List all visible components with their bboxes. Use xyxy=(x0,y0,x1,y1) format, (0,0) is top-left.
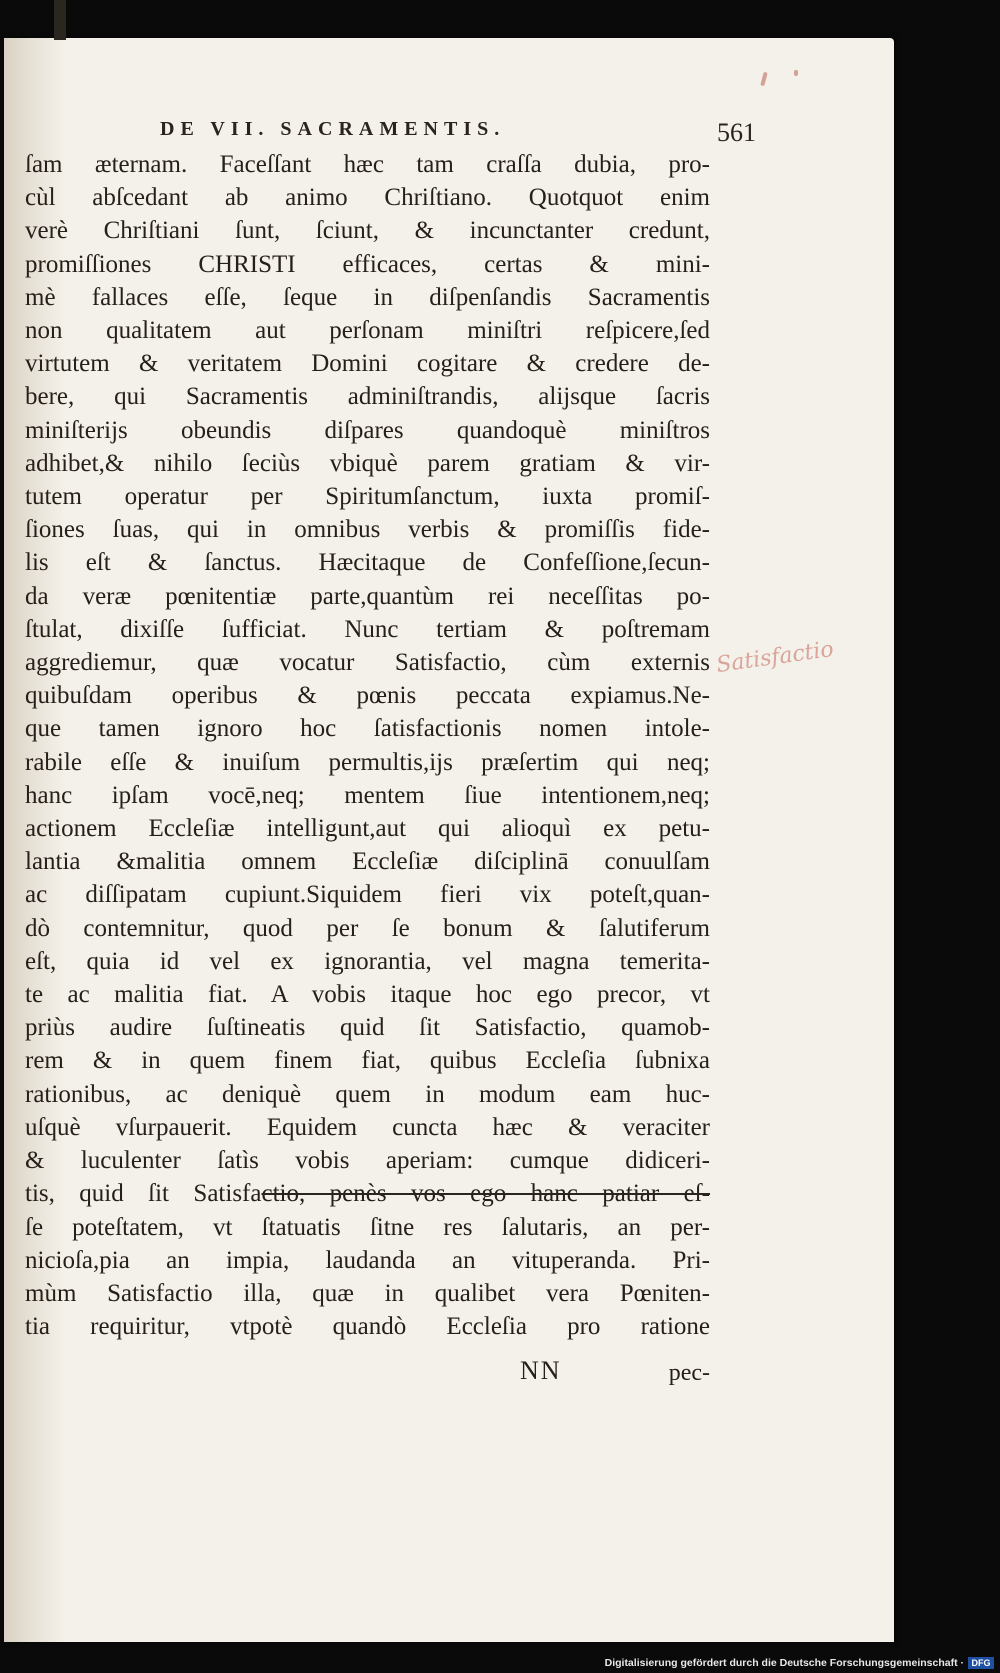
text-line: cùl abſcedant ab animo Chriſtiano. Quotquot enim xyxy=(25,184,710,212)
struck-text-line xyxy=(25,1177,710,1210)
text-line: bere, qui Sacramentis adminiſtrandis, alijsque ſacris xyxy=(25,383,710,411)
text-line: tutem operatur per Spiritumſanctum, iuxta promiſ- xyxy=(25,483,710,511)
text-line: hanc ipſam vocē,neq; mentem ſiue intentionem,neq; xyxy=(25,781,710,809)
text-line: ſe poteſtatem, vt ſtatuatis ſitne res ſalutaris, an per- xyxy=(25,1213,710,1241)
text-line: ac diſſipatam cupiunt.Siquidem fieri vix poteſt,quan- xyxy=(25,881,710,909)
text-line: aggrediemur, quæ vocatur Satisfactio, cùm externis xyxy=(25,649,710,677)
text-line: mùm Satisfactio illa, quæ in qualibet vera Pœniten- xyxy=(25,1279,710,1307)
text-line: tia requiritur, vtpotè quandò Eccleſia pro ratione xyxy=(25,1313,710,1341)
text-line: rationibus, ac deniquè quem in modum eam huc- xyxy=(25,1080,710,1108)
page-number: 561 xyxy=(717,118,756,147)
line-prefix: tis, quid ſit Satisfa xyxy=(25,1180,262,1208)
text-line: ſam æternam. Faceſſant hæc tam craſſa dubia, pro- xyxy=(25,151,710,178)
text-line: promiſſiones CHRISTI efficaces, certas & mini- xyxy=(25,250,710,278)
text-line: priùs audire ſuſtineatis quid ſit Satisfactio, quamob- xyxy=(25,1014,710,1042)
struck-out-text: ctio, penès vos ego hanc patiar eſ- xyxy=(261,1180,710,1208)
text-line: & luculenter ſatìs vobis aperiam: cumque didiceri- xyxy=(25,1147,710,1175)
main-text-block xyxy=(25,148,710,1343)
text-line: mè fallaces eſſe, ſeque in diſpenſandis Sacramentis xyxy=(25,283,710,311)
text-line: nicioſa,pia an impia, laudanda an vituperanda. Pri- xyxy=(25,1246,710,1274)
text-line: que tamen ignoro hoc ſatisfactionis nomen intole- xyxy=(25,715,710,743)
text-line: quibuſdam operibus & pœnis peccata expiamus.Ne- xyxy=(25,682,710,710)
page-foot xyxy=(520,1356,710,1390)
text-line: virtutem & veritatem Domini cogitare & credere de- xyxy=(25,350,710,378)
text-line: ſiones ſuas, qui in omnibus verbis & promiſſis fide- xyxy=(25,516,710,544)
text-line: ſtulat, dixiſſe ſufficiat. Nunc tertiam & poſtremam xyxy=(25,615,710,643)
text-line: verè Chriſtiani ſunt, ſciunt, & incunctanter credunt, xyxy=(25,217,710,245)
catchword: pec- xyxy=(668,1360,710,1386)
running-title: DE VII. SACRAMENTIS. xyxy=(160,118,506,140)
text-line: lantia &malitia omnem Eccleſiæ diſciplinā conuulſam xyxy=(25,848,710,876)
signature-mark: NN xyxy=(520,1356,562,1385)
text-line: eſt, quia id vel ex ignorantia, vel magna temerita- xyxy=(25,947,710,975)
text-line: miniſterijs obeundis diſpares quandoquè miniſtros xyxy=(25,416,710,444)
text-line: te ac malitia fiat. A vobis itaque hoc ego precor, vt xyxy=(25,981,710,1009)
binding-edge xyxy=(54,0,66,40)
dfg-logo-icon: DFG xyxy=(968,1657,994,1669)
handwritten-margin-note: Satisfactio xyxy=(714,636,836,679)
funding-credit: Digitalisierung gefördert durch die Deutsche Forschungsgemeinschaft · xyxy=(604,1657,964,1669)
text-line: da veræ pœnitentiæ parte,quantùm rei neceſſitas po- xyxy=(25,582,710,610)
text-line: non qualitatem aut perſonam miniſtri reſpicere,ſed xyxy=(25,317,710,345)
text-line: uſquè vſurpauerit. Equidem cuncta hæc & veraciter xyxy=(25,1113,710,1141)
text-line: dò contemnitur, quod per ſe bonum & ſalutiferum xyxy=(25,914,710,942)
text-line: rem & in quem finem fiat, quibus Eccleſia ſubnixa xyxy=(25,1047,710,1075)
text-line: rabile eſſe & inuiſum permultis,ijs præſertim qui neq; xyxy=(25,748,710,776)
ink-mark xyxy=(794,70,798,76)
text-line: actionem Eccleſiæ intelligunt,aut qui alioquì ex petu- xyxy=(25,815,710,843)
text-line: adhibet,& nihilo ſeciùs vbiquè parem gratiam & vir- xyxy=(25,449,710,477)
text-line: lis eſt & ſanctus. Hæcitaque de Confeſſione,ſecun- xyxy=(25,549,710,577)
